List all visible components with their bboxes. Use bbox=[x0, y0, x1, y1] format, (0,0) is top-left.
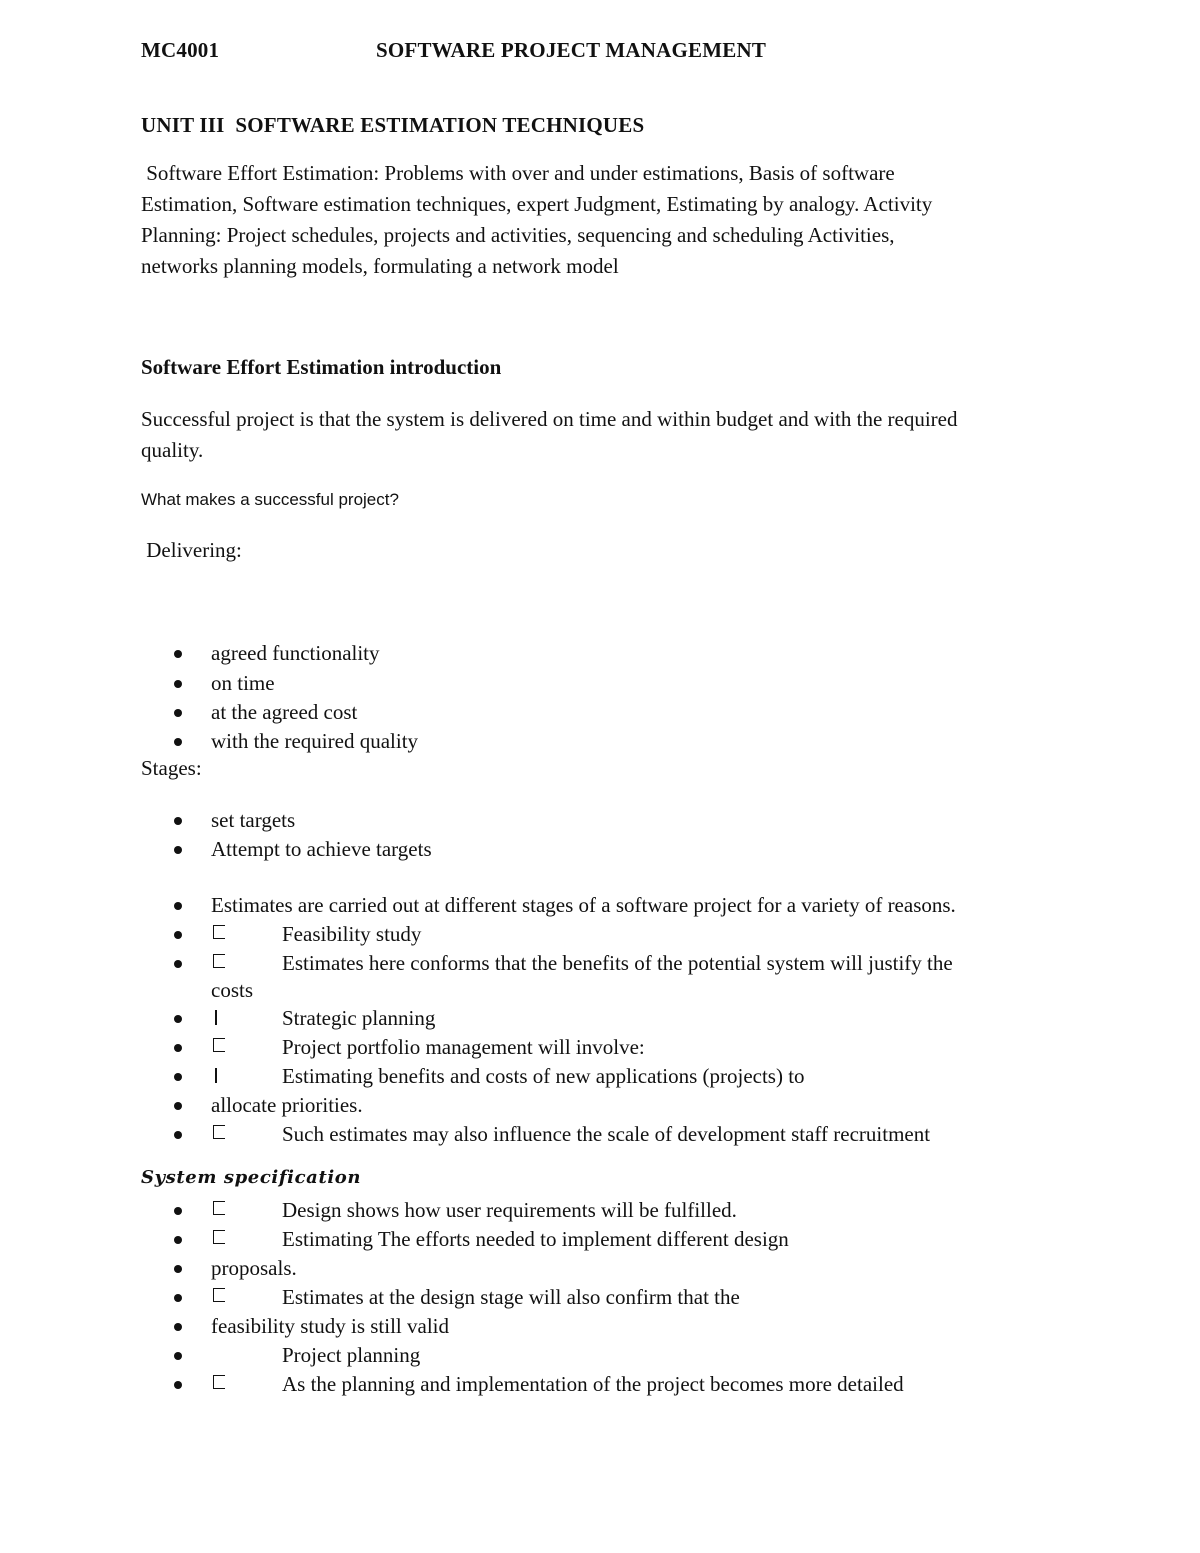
list-item: with the required quality bbox=[211, 729, 419, 753]
list-item: Strategic planning bbox=[282, 1006, 436, 1030]
list-item: Feasibility study bbox=[282, 922, 422, 946]
bullet-icon bbox=[174, 1073, 182, 1081]
bullet-icon bbox=[174, 1236, 182, 1244]
bullet-icon bbox=[174, 1381, 182, 1389]
bullet-icon bbox=[174, 738, 182, 746]
list-item: agreed functionality bbox=[211, 641, 380, 665]
list-item: Estimating benefits and costs of new applications (projects) to bbox=[282, 1064, 805, 1088]
bullet-icon bbox=[174, 1352, 182, 1360]
intro-line: quality. bbox=[141, 438, 204, 462]
intro-paragraph bbox=[141, 404, 957, 466]
bullet-icon bbox=[174, 1323, 182, 1331]
list-item: Project portfolio management will involve: bbox=[282, 1035, 645, 1059]
list-item: set targets bbox=[211, 808, 296, 832]
bullet-icon bbox=[174, 1207, 182, 1215]
bullet-icon bbox=[174, 1044, 182, 1052]
question-text: What makes a successful project? bbox=[141, 490, 399, 509]
bullet-icon bbox=[174, 709, 182, 717]
bullet-icon bbox=[174, 1102, 182, 1110]
list-item: at the agreed cost bbox=[211, 700, 358, 724]
checkbox-glyph-icon bbox=[213, 1288, 225, 1302]
stages-label: Stages: bbox=[141, 756, 202, 780]
checkbox-glyph-icon bbox=[213, 954, 225, 968]
course-title: SOFTWARE PROJECT MANAGEMENT bbox=[376, 38, 767, 62]
delivering-label: Delivering: bbox=[141, 538, 242, 562]
bullet-icon bbox=[174, 960, 182, 968]
checkbox-glyph-icon bbox=[213, 1038, 225, 1052]
bullet-icon bbox=[174, 1294, 182, 1302]
checkbox-glyph-icon bbox=[213, 1201, 225, 1215]
bullet-icon bbox=[174, 1265, 182, 1273]
checkbox-glyph-icon bbox=[213, 1375, 225, 1389]
list-item: Project planning bbox=[282, 1343, 421, 1367]
bar-glyph-icon bbox=[215, 1068, 217, 1083]
list-item: Design shows how user requirements will be fulfilled. bbox=[282, 1198, 737, 1222]
system-spec-title: System specification bbox=[141, 1167, 362, 1188]
list-item: As the planning and implementation of the project becomes more detailed bbox=[282, 1372, 904, 1396]
list-item: Estimating The efforts needed to implement different design bbox=[282, 1227, 789, 1251]
bullet-icon bbox=[174, 931, 182, 939]
bullet-icon bbox=[174, 1131, 182, 1139]
list-item: feasibility study is still valid bbox=[211, 1314, 449, 1338]
list-item-continuation: costs bbox=[211, 978, 253, 1002]
list-item: allocate priorities. bbox=[211, 1093, 363, 1117]
list-item: proposals. bbox=[211, 1256, 297, 1280]
list-item: Such estimates may also influence the scale of development staff recruitment bbox=[282, 1122, 931, 1146]
bullet-icon bbox=[174, 1015, 182, 1023]
list-item: Estimates are carried out at different stages of a software project for a variety of reasons. bbox=[211, 893, 956, 917]
list-item: on time bbox=[211, 671, 275, 695]
list-item: Estimates here conforms that the benefits of the potential system will justify the bbox=[282, 951, 953, 975]
checkbox-glyph-icon bbox=[213, 1230, 225, 1244]
bar-glyph-icon bbox=[215, 1010, 217, 1025]
syllabus-line: networks planning models, formulating a network model bbox=[141, 254, 619, 278]
syllabus-paragraph bbox=[141, 158, 932, 282]
bullet-icon bbox=[174, 680, 182, 688]
unit-title: UNIT III SOFTWARE ESTIMATION TECHNIQUES bbox=[141, 113, 645, 137]
checkbox-glyph-icon bbox=[213, 1125, 225, 1139]
list-item: Estimates at the design stage will also confirm that the bbox=[282, 1285, 740, 1309]
bullet-icon bbox=[174, 846, 182, 854]
list-item: Attempt to achieve targets bbox=[211, 837, 432, 861]
course-code: MC4001 bbox=[141, 38, 220, 62]
bullet-icon bbox=[174, 650, 182, 658]
bullet-icon bbox=[174, 902, 182, 910]
checkbox-glyph-icon bbox=[213, 925, 225, 939]
syllabus-line: Software Effort Estimation: Problems with over and under estimations, Basis of software bbox=[141, 161, 895, 185]
intro-line: Successful project is that the system is delivered on time and within budget and with the required bbox=[141, 407, 958, 431]
bullet-icon bbox=[174, 817, 182, 825]
section-title: Software Effort Estimation introduction bbox=[141, 355, 502, 379]
syllabus-line: Estimation, Software estimation techniques, expert Judgment, Estimating by analogy. Activity bbox=[141, 192, 933, 216]
syllabus-line: Planning: Project schedules, projects and activities, sequencing and scheduling Activities, bbox=[141, 223, 895, 247]
